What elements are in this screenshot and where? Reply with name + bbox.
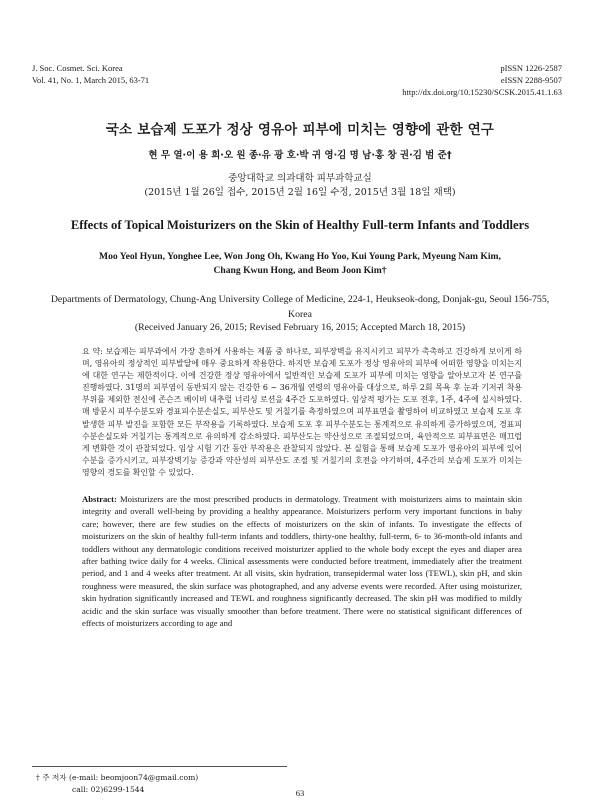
doi-link[interactable]: http://dx.doi.org/10.15230/SCSK.2015.41.1.63 — [402, 87, 562, 97]
english-abstract — [82, 493, 522, 629]
english-title: Effects of Topical Moisturizers on the Skin of Healthy Full-term Infants and Toddlers — [70, 218, 530, 232]
journal-volume: Vol. 41, No. 1, March 2015, 63-71 — [32, 75, 150, 85]
journal-header-right — [402, 62, 562, 98]
abstract-label: Abstract: — [82, 494, 117, 504]
page-number: 63 — [295, 788, 305, 798]
footnote-divider — [32, 766, 287, 767]
footnote-call: call: 02)6299-1544 — [72, 785, 145, 794]
korean-authors: 현 무 열·이 용 희·오 원 종·유 광 호·박 귀 영·김 명 남·홍 창 권·김 범 준† — [148, 150, 452, 161]
journal-header-left — [32, 62, 149, 86]
abstract-text: Moisturizers are the most prescribed products in dermatology. Treatment with moisturizers aims to maintain skin integrity and overall well-being by providing a healthy appearance. Moisturizers perform very important functions in baby care; however, there are few studies on the effects of moisturizers on the skin of infants. To investigate the effects of moisturizers on the skin of healthy full-term infants and toddlers, thirty-one healthy, full-term, 6- to 36-month-old infants and toddlers without any dermatologic conditions received moisturizer applied to the whole body except the eyes and diaper area after bathing twice daily for 4 weeks. Clinical assessments were conducted before treatment, immediately after the treatment period, and 1 and 4 weeks after treatment. At all visits, skin hydration, transepidermal water loss (TEWL), skin pH, and skin roughness were measured, the skin surface was photographed, and any adverse events were recorded. After using moisturizer, skin hydration significantly increased and TEWL and roughness significantly decreased. The skin pH was modified to mildly acidic and the skin surface was visually smoother than before treatment. There were no statistical significant differences of effects of moisturizers according to age and — [82, 494, 522, 629]
footnote-author: † 주 저자 (e-mail: beomjoon74@gmail.com) — [36, 773, 199, 782]
english-dates: (Received January 26, 2015; Revised February 16, 2015; Accepted March 18, 2015) — [134, 322, 466, 333]
journal-name: J. Soc. Cosmet. Sci. Korea — [32, 63, 123, 73]
korean-dates: (2015년 1월 26일 접수, 2015년 2월 16일 수정, 2015년 3월 18일 채택) — [144, 187, 456, 198]
korean-abstract: 요 약: 보습제는 피부과에서 가장 흔하게 사용하는 제품 중 하나로, 피부장벽을 유지시키고 피부가 촉촉하고 건강하게 보이게 하며, 영유아의 정상적인 피부발달에 매우 중요하게 작용한다. 하지만 보습제 도포가 정상 영유아의 피부에 어떠한 영향을 미치는지에 대한 연구는 제한적이다. 이에 건강한 정상 영유아에서 일반적인 보습제 도포가 피부에 미치는 영향을 알아보고자 본 연구를 진행하였다. 31명의 피부염이 동반되지 않는 건강한 6 ~ 36개월 연령의 영유아를 대상으로, 하루 2회 목욕 후 눈과 기저귀 착용 부위를 제외한 전신에 존슨즈 베이비 내추럴 너리싱 로션을 4주간 도포하였다. 임상적 평가는 도포 전후, 1주, 4주에 실시하였다. 매 방문시 피부수분도와 경표피수분손실도, 피부산도 및 거칠기를 측정하였으며 피부표면을 촬영하여 비교하였고 보습제 도포 후 발생한 피부 발진을 포함한 모든 부작용을 기록하였다. 보습제 도포 후 피부수분도는 통계적으로 유의하게 증가하였으며, 경표피수분손실도와 거칠기는 통계적으로 유의하게 감소하였다. 피부산도는 약산성으로 조절되었으며, 육안적으로 피부표면은 매끄럽게 변화한 것이 관찰되었다. 임상 시험 기간 동안 부작용은 관찰되지 않았다. 본 실험을 통해 보습제 도포가 영유아의 피부에 있어 수분을 증가시키고, 피부장벽기능 증강과 약산성의 피부산도 조절 및 거칠기의 호전을 야기하며, 4주간의 보습제 도포가 미치는 영향의 경도를 확인할 수 있었다. — [82, 347, 522, 477]
korean-affiliation: 중앙대학교 의과대학 피부과학교실 — [228, 173, 372, 184]
eissn: eISSN 2288-9507 — [500, 75, 562, 85]
english-affiliation: Departments of Dermatology, Chung-Ang University College of Medicine, 224-1, Heukseok-dong, Donjak-gu, Seoul 156-755, Korea — [50, 294, 550, 320]
korean-title: 국소 보습제 도포가 정상 영유아 피부에 미치는 영향에 관한 연구 — [105, 122, 495, 138]
pissn: pISSN 1226-2587 — [500, 63, 562, 73]
english-authors: Moo Yeol Hyun, Yonghee Lee, Won Jong Oh, Kwang Ho Yoo, Kui Young Park, Myeung Nam Kim, Chang Kwun Hong, and Beom Joon Kim† — [99, 251, 501, 276]
